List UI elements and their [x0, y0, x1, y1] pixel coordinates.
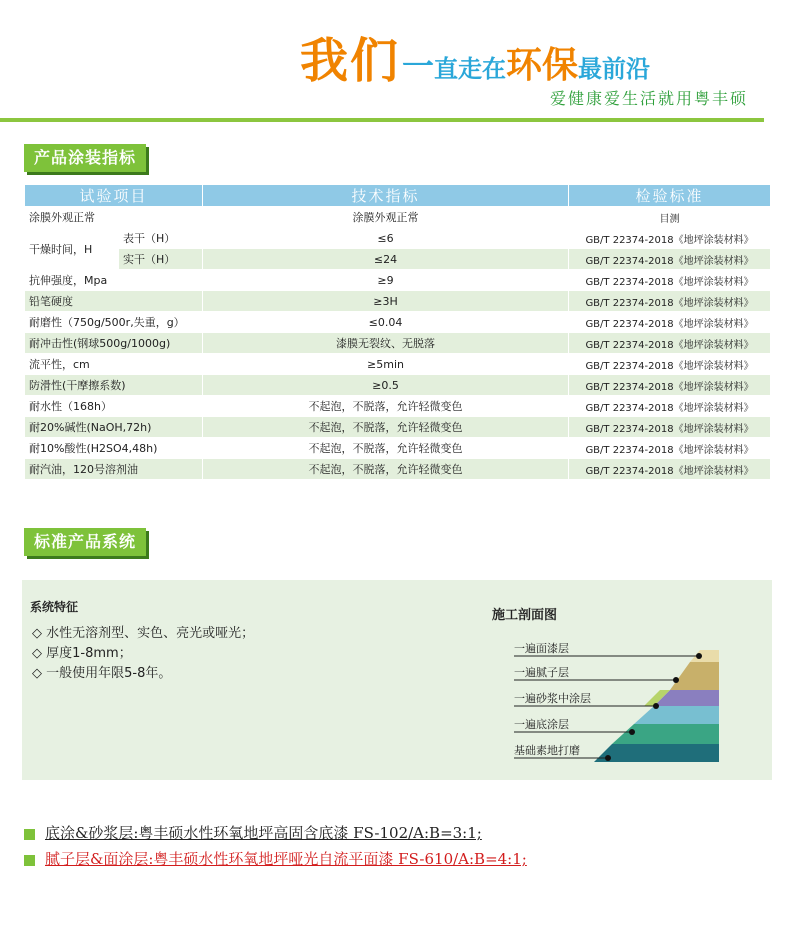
cell-tech: 不起泡，不脱落，允许轻微变色 — [203, 438, 569, 459]
features-list — [32, 624, 254, 684]
cell-standard: GB/T 22374-2018《地坪涂装材料》 — [569, 354, 771, 375]
layer-label: 一遍腻子层 — [514, 666, 569, 679]
section-banner-specs: 产品涂装指标 — [24, 144, 146, 172]
cell-standard: GB/T 22374-2018《地坪涂装材料》 — [569, 312, 771, 333]
cell-tech: 不起泡，不脱落，允许轻微变色 — [203, 417, 569, 438]
cell-item: 防滑性(干摩擦系数) — [25, 375, 203, 396]
cell-standard: GB/T 22374-2018《地坪涂装材料》 — [569, 249, 771, 270]
cell-tech: ≥5min — [203, 354, 569, 375]
slogan-dash: 一 — [402, 47, 435, 85]
slogan-part1: 我们 — [300, 33, 401, 89]
product-note-text: 腻子层&面涂层:粤丰硕水性环氧地坪哑光自流平面漆 FS-610/A:B=4:1; — [45, 850, 527, 868]
system-panel — [22, 580, 772, 780]
cell-standard: 目测 — [569, 207, 771, 228]
cell-tech: 涂膜外观正常 — [203, 207, 569, 228]
layer-label: 一遍底涂层 — [514, 718, 569, 731]
cell-tech: ≤0.04 — [203, 312, 569, 333]
leader-dot — [653, 703, 659, 709]
product-note — [24, 848, 527, 869]
feature-item: ◇ 一般使用年限5-8年。 — [32, 666, 172, 681]
leader-dot — [673, 677, 679, 683]
cell-item: 耐水性（168h） — [25, 396, 203, 417]
col-header-tech: 技术指标 — [203, 185, 569, 207]
layer-shape-mortar — [634, 706, 719, 724]
table-row — [25, 417, 771, 438]
leader-dot — [696, 653, 702, 659]
cell-item: 流平性，cm — [25, 354, 203, 375]
cell-tech: ≥9 — [203, 270, 569, 291]
table-row — [25, 438, 771, 459]
cell-standard: GB/T 22374-2018《地坪涂装材料》 — [569, 228, 771, 249]
section-banner-system: 标准产品系统 — [24, 528, 146, 556]
cell-item: 耐20%碱性(NaOH,72h) — [25, 417, 203, 438]
table-row — [25, 270, 771, 291]
cell-tech: ≤6 — [203, 228, 569, 249]
features-title: 系统特征 — [30, 600, 79, 614]
table-row — [25, 207, 771, 228]
cell-standard: GB/T 22374-2018《地坪涂装材料》 — [569, 438, 771, 459]
leader-dot — [629, 729, 635, 735]
layer-label: 基础素地打磨 — [514, 744, 580, 757]
cell-tech: ≥0.5 — [203, 375, 569, 396]
cell-tech: ≥3H — [203, 291, 569, 312]
cell-tech: 漆膜无裂纹、无脱落 — [203, 333, 569, 354]
table-row — [25, 354, 771, 375]
cell-standard: GB/T 22374-2018《地坪涂装材料》 — [569, 291, 771, 312]
cell-tech: 不起泡，不脱落，允许轻微变色 — [203, 396, 569, 417]
leader-dot — [605, 755, 611, 761]
cell-item: 耐磨性（750g/500r,失重，g） — [25, 312, 203, 333]
layer-shape-topcoat — [670, 662, 719, 690]
cell-item: 耐10%酸性(H2SO4,48h) — [25, 438, 203, 459]
diagram-title: 施工剖面图 — [492, 608, 558, 623]
cell-tech: ≤24 — [203, 249, 569, 270]
slogan-accent: 环保 — [506, 45, 579, 86]
table-row — [25, 291, 771, 312]
cell-item: 抗伸强度，Mpa — [25, 270, 203, 291]
table-row — [25, 228, 771, 249]
cell-tech: 不起泡，不脱落，允许轻微变色 — [203, 459, 569, 480]
layer-label: 一遍面漆层 — [514, 642, 569, 655]
layer-cross-section-diagram — [484, 632, 724, 772]
layer-shape-primer — [612, 724, 719, 744]
cell-standard: GB/T 22374-2018《地坪涂装材料》 — [569, 333, 771, 354]
table-row — [25, 333, 771, 354]
feature-item: ◇ 水性无溶剂型、实色、亮光或哑光； — [32, 626, 255, 641]
cell-subitem: 表干（H） — [119, 228, 203, 249]
cell-item: 干燥时间，H — [25, 228, 119, 270]
layer-label: 一遍砂浆中涂层 — [514, 692, 591, 705]
product-note-text: 底涂&砂浆层:粤丰硕水性环氧地坪高固含底漆 FS-102/A:B=3:1; — [45, 824, 482, 842]
slogan-part3: 最前沿 — [578, 55, 651, 83]
cell-subitem: 实干（H） — [119, 249, 203, 270]
table-row — [25, 249, 771, 270]
bullet-square-icon — [24, 855, 35, 866]
table-row — [25, 312, 771, 333]
product-note — [24, 822, 482, 843]
cell-standard: GB/T 22374-2018《地坪涂装材料》 — [569, 417, 771, 438]
cell-item: 铅笔硬度 — [25, 291, 203, 312]
sub-slogan: 爱健康爱生活就用粤丰硕 — [549, 89, 748, 108]
table-row — [25, 396, 771, 417]
cell-standard: GB/T 22374-2018《地坪涂装材料》 — [569, 396, 771, 417]
cell-standard: GB/T 22374-2018《地坪涂装材料》 — [569, 459, 771, 480]
cell-item: 涂膜外观正常 — [25, 207, 203, 228]
spec-table — [24, 184, 771, 480]
feature-item: ◇ 厚度1-8mm； — [32, 646, 132, 661]
table-row — [25, 459, 771, 480]
cell-item: 耐冲击性(钢球500g/1000g) — [25, 333, 203, 354]
table-header-row — [25, 185, 771, 207]
header-divider — [0, 118, 764, 122]
cell-standard: GB/T 22374-2018《地坪涂装材料》 — [569, 270, 771, 291]
bullet-square-icon — [24, 829, 35, 840]
slogan — [300, 22, 780, 89]
cell-standard: GB/T 22374-2018《地坪涂装材料》 — [569, 375, 771, 396]
col-header-standard: 检验标准 — [569, 185, 771, 207]
slogan-part2: 直走在 — [434, 55, 507, 83]
col-header-item: 试验项目 — [25, 185, 203, 207]
cell-item: 耐汽油，120号溶剂油 — [25, 459, 203, 480]
layer-shape-base — [594, 744, 719, 762]
table-row — [25, 375, 771, 396]
